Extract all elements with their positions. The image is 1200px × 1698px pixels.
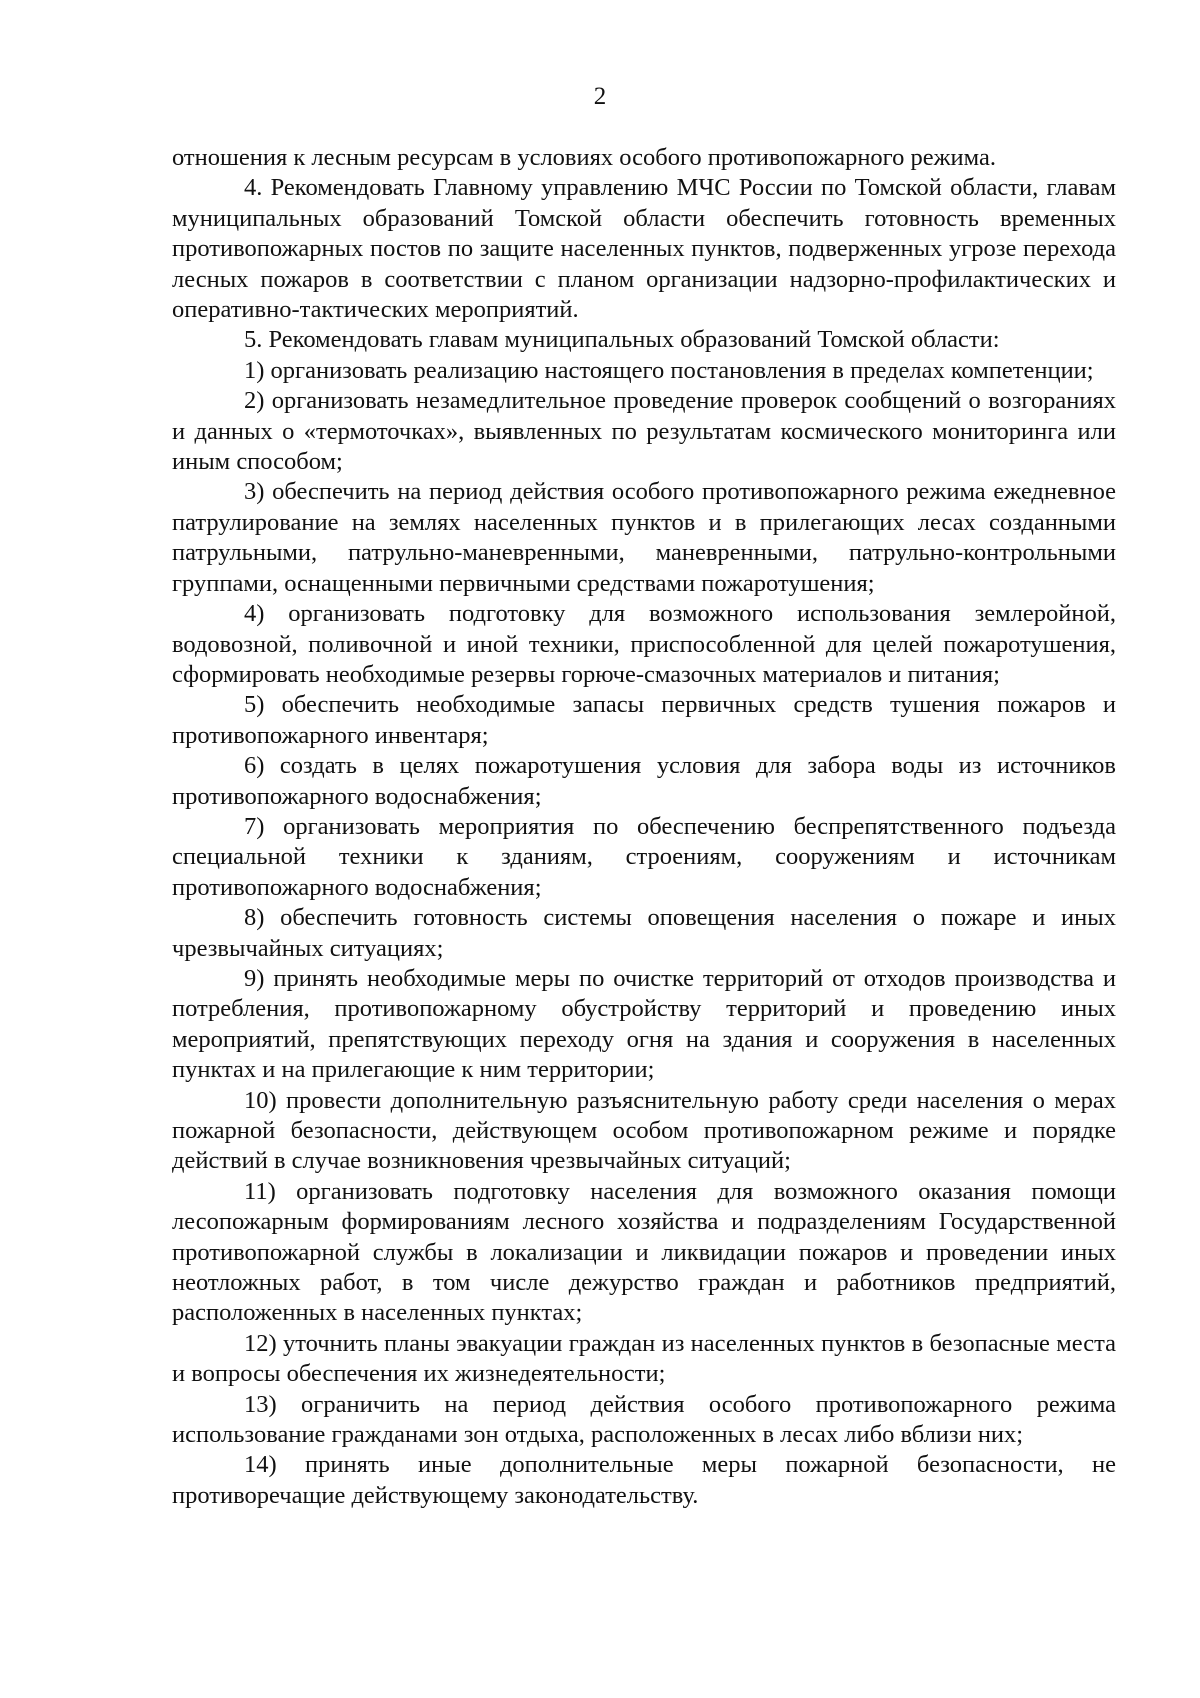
paragraph-item-4: 4. Рекомендовать Главному управлению МЧС России по Томской области, главам муниципальных образований Томской области обеспечить готовность временных противопожарных постов по защите населенных пунктов, подверженных угрозе перехода лесных пожаров в соответствии с планом организации надзорно-профилактических и оперативно-тактических мероприятий. <box>172 174 1116 324</box>
subitem-6: 6) создать в целях пожаротушения условия для забора воды из источников противопожарного водоснабжения; <box>172 752 1116 810</box>
subitem-4: 4) организовать подготовку для возможного использования землеройной, водовозной, поливочной и иной техники, приспособленной для целей пожаротушения, сформировать необходимые резервы горюче-смазочных материалов и питания; <box>172 600 1116 688</box>
subitem-9: 9) принять необходимые меры по очистке территорий от отходов производства и потребления, противопожарному обустройству территорий и проведению иных мероприятий, препятствующих переходу огня на здания и сооружения в населенных пунктах и на прилегающие к ним территории; <box>172 964 1116 1084</box>
subitem-3: 3) обеспечить на период действия особого противопожарного режима ежедневное патрулирование на землях населенных пунктов и в прилегающих лесах созданными патрульными, патрульно-маневренными, маневренными, патрульно-контрольными группами, оснащенными первичными средствами пожаротушения; <box>172 478 1116 597</box>
document-body <box>172 143 1116 1511</box>
subitem-5: 5) обеспечить необходимые запасы первичных средств тушения пожаров и противопожарного инвентаря; <box>172 691 1116 749</box>
subitem-7: 7) организовать мероприятия по обеспечению беспрепятственного подъезда специальной техники к зданиям, строениям, сооружениям и источникам противопожарного водоснабжения; <box>172 812 1116 901</box>
subitem-2: 2) организовать незамедлительное проведение проверок сообщений о возгораниях и данных о «термоточках», выявленных по результатам космического мониторинга или иным способом; <box>172 387 1116 476</box>
subitem-14: 14) принять иные дополнительные меры пожарной безопасности, не противоречащие действующему законодательству. <box>172 1451 1116 1509</box>
subitem-11: 11) организовать подготовку населения для возможного оказания помощи лесопожарным формированиям лесного хозяйства и подразделениям Государственной противопожарной службы в локализации и ликвидации пожаров и проведении иных неотложных работ, в том числе дежурство граждан и работников предприятий, расположенных в населенных пунктах; <box>172 1177 1116 1327</box>
subitem-1: 1) организовать реализацию настоящего постановления в пределах компетенции; <box>244 356 1094 384</box>
page-number: 2 <box>593 83 607 110</box>
paragraph-continuation: отношения к лесным ресурсам в условиях особого противопожарного режима. <box>172 144 996 171</box>
subitem-10: 10) провести дополнительную разъяснительную работу среди населения о мерах пожарной безопасности, действующем особом противопожарном режиме и порядке действий в случае возникновения чрезвычайных ситуаций; <box>172 1086 1116 1175</box>
subitem-13: 13) ограничить на период действия особого противопожарного режима использование гражданами зон отдыха, расположенных в лесах либо вблизи них; <box>172 1390 1116 1449</box>
subitem-8: 8) обеспечить готовность системы оповещения населения о пожаре и иных чрезвычайных ситуациях; <box>172 904 1116 962</box>
subitem-12: 12) уточнить планы эвакуации граждан из населенных пунктов в безопасные места и вопросы обеспечения их жизнедеятельности; <box>172 1329 1116 1388</box>
paragraph-item-5: 5. Рекомендовать главам муниципальных образований Томской области: <box>244 326 1000 354</box>
